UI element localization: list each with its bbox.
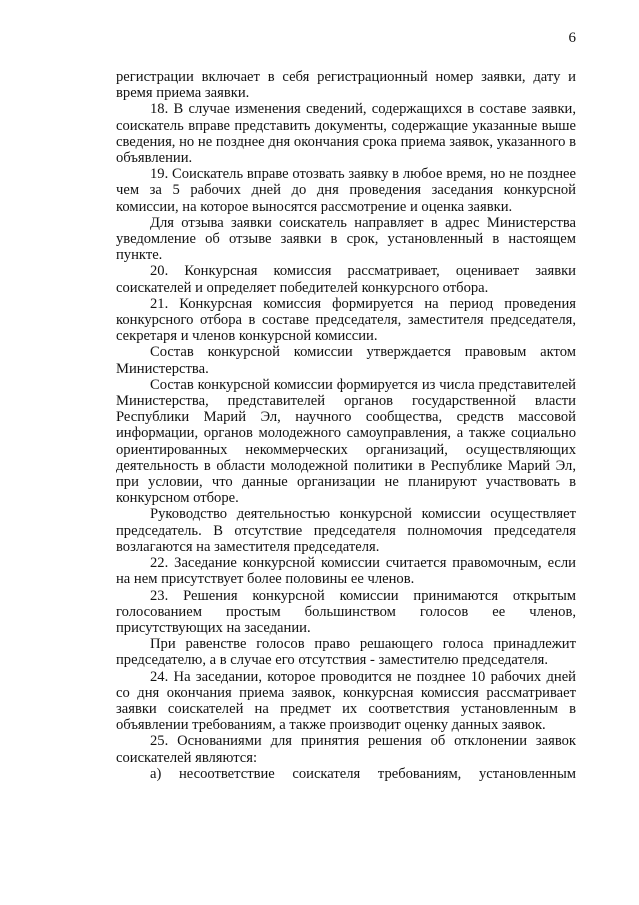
- paragraph-18: 18. В случае изменения сведений, содержащихся в составе заявки, соискатель вправе представить документы, содержащие указанные выше сведения, но не позднее дня окончания срока приема заявок, указанного в объявлении.: [116, 101, 576, 167]
- paragraph-25-item-a: а) несоответствие соискателя требованиям, установленным: [150, 765, 576, 782]
- paragraph-21-composition-members: Состав конкурсной комиссии формируется из числа представителей Министерства, представителей органов государственной власти Республики Марий Эл, научного сообщества, средств массовой информации, органов молодежного самоуправления, а также социально ориентированных некоммерческих организаций, осуществляющих деятельность в области молодежной политики в Республике Марий Эл, при условии, что данные организации не планируют участвовать в конкурсном отборе.: [116, 376, 576, 507]
- document-body: [116, 69, 576, 782]
- paragraph-registration-continuation: регистрации включает в себя регистрационный номер заявки, дату и время приема заявки.: [116, 69, 576, 102]
- paragraph-20: 20. Конкурсная комиссия рассматривает, оценивает заявки соискателей и определяет победителей конкурсного отбора.: [116, 263, 576, 296]
- paragraph-25: 25. Основаниями для принятия решения об отклонении заявок соискателей являются:: [116, 733, 576, 766]
- paragraph-23-tie-vote: При равенстве голосов право решающего голоса принадлежит председателю, а в случае его отсутствия - заместителю председателя.: [116, 636, 576, 669]
- paragraph-19: 19. Соискатель вправе отозвать заявку в любое время, но не позднее чем за 5 рабочих дней до дня проведения заседания конкурсной комиссии, на которое выносятся рассмотрение и оценка заявки.: [116, 166, 576, 215]
- paragraph-21-composition-approval: Состав конкурсной комиссии утверждается правовым актом Министерства.: [116, 344, 576, 377]
- paragraph-22: 22. Заседание конкурсной комиссии считается правомочным, если на нем присутствует более половины ее членов.: [116, 555, 576, 588]
- paragraph-21: 21. Конкурсная комиссия формируется на период проведения конкурсного отбора в составе председателя, заместителя председателя, секретаря и членов конкурсной комиссии.: [116, 295, 576, 345]
- paragraph-23: 23. Решения конкурсной комиссии принимаются открытым голосованием простым большинством голосов ее членов, присутствующих на заседании.: [116, 587, 576, 636]
- paragraph-21-leadership: Руководство деятельностью конкурсной комиссии осуществляет председатель. В отсутствие председателя полномочия председателя возлагаются на заместителя председателя.: [116, 506, 576, 555]
- paragraph-24: 24. На заседании, которое проводится не позднее 10 рабочих дней со дня окончания приема заявок, конкурсная комиссия рассматривает заявки соискателей на предмет их соответствия установленным в объявлении требованиям, а также производит оценку данных заявок.: [116, 668, 576, 734]
- page-number: 6: [568, 30, 576, 46]
- paragraph-19-withdrawal: Для отзыва заявки соискатель направляет в адрес Министерства уведомление об отзыве заявки в срок, установленный в настоящем пункте.: [116, 214, 576, 264]
